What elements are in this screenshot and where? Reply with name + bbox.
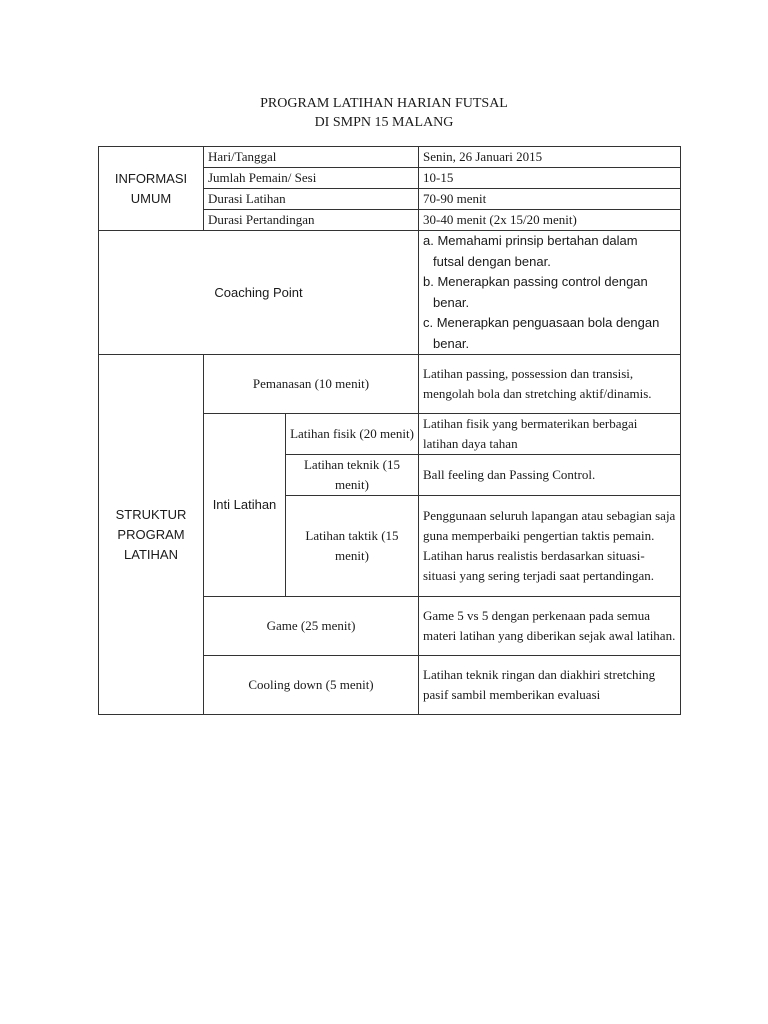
info-label: Durasi Pertandingan: [204, 210, 419, 231]
coaching-label: Coaching Point: [99, 231, 419, 355]
info-label: Jumlah Pemain/ Sesi: [204, 168, 419, 189]
training-program-table: [98, 146, 681, 715]
cooling-desc: Latihan teknik ringan dan diakhiri stretching pasif sambil memberikan evaluasi: [419, 656, 681, 715]
coaching-point-b-cont: benar.: [433, 294, 470, 310]
info-label: Hari/Tanggal: [204, 147, 419, 168]
info-row: [99, 147, 681, 168]
latihan-teknik-desc: Ball feeling dan Passing Control.: [419, 455, 681, 496]
latihan-taktik-label: Latihan taktik (15 menit): [286, 496, 419, 597]
info-value: 70-90 menit: [419, 189, 681, 210]
latihan-teknik-label: Latihan teknik (15 menit): [286, 455, 419, 496]
pemanasan-label: Pemanasan (10 menit): [204, 355, 419, 414]
struktur-section-label: STRUKTUR PROGRAM LATIHAN: [99, 355, 204, 715]
latihan-fisik-label: Latihan fisik (20 menit): [286, 414, 419, 455]
document-header: [0, 94, 768, 132]
info-value: 30-40 menit (2x 15/20 menit): [419, 210, 681, 231]
latihan-taktik-desc: Penggunaan seluruh lapangan atau sebagian saja guna memperbaiki pengertian taktis pemain. Latihan harus realistis berdasarkan situasi-situasi yang sering terjadi saat pertandingan.: [419, 496, 681, 597]
coaching-point-a: a. Memahami prinsip bertahan dalam: [423, 233, 638, 248]
latihan-fisik-desc: Latihan fisik yang bermaterikan berbagai latihan daya tahan: [419, 414, 681, 455]
game-label: Game (25 menit): [204, 597, 419, 656]
inti-label: Inti Latihan: [204, 414, 286, 597]
info-value: 10-15: [419, 168, 681, 189]
coaching-points: [419, 231, 681, 355]
coaching-row: [99, 231, 681, 355]
game-desc: Game 5 vs 5 dengan perkenaan pada semua materi latihan yang diberikan sejak awal latihan.: [419, 597, 681, 656]
info-value: Senin, 26 Januari 2015: [419, 147, 681, 168]
coaching-point-c: c. Menerapkan penguasaan bola dengan: [423, 315, 660, 330]
pemanasan-row: [99, 355, 681, 414]
info-label: Durasi Latihan: [204, 189, 419, 210]
coaching-point-c-cont: benar.: [433, 335, 470, 351]
cooling-label: Cooling down (5 menit): [204, 656, 419, 715]
coaching-point-b: b. Menerapkan passing control dengan: [423, 274, 648, 289]
document-subtitle: DI SMPN 15 MALANG: [314, 115, 454, 130]
info-section-label: INFORMASI UMUM: [99, 147, 204, 231]
document-title: PROGRAM LATIHAN HARIAN FUTSAL: [260, 96, 508, 111]
pemanasan-desc: Latihan passing, possession dan transisi, mengolah bola dan stretching aktif/dinamis.: [419, 355, 681, 414]
coaching-point-a-cont: futsal dengan benar.: [433, 253, 551, 269]
